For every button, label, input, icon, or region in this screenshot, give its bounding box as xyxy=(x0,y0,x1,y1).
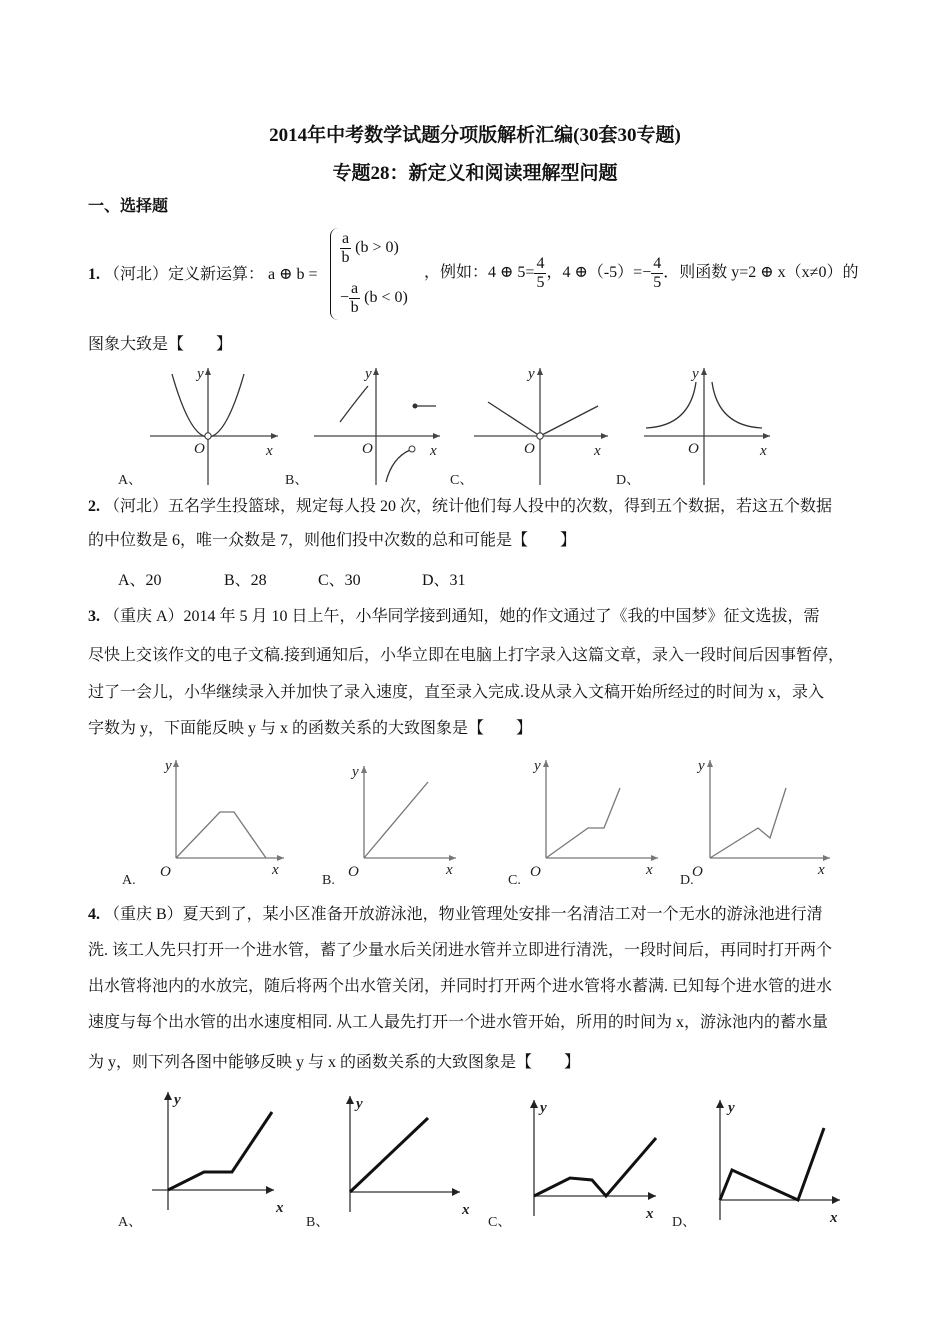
q1b-curve-right xyxy=(386,450,410,482)
q4-graph-b xyxy=(306,1096,470,1230)
q3d-x-label: x xyxy=(818,862,825,878)
q1c-ray-left xyxy=(488,402,540,436)
q1a-y-arrow-icon xyxy=(205,368,211,375)
q1-graph-d xyxy=(616,366,770,488)
q4a-x-arrow-icon xyxy=(266,1186,274,1194)
q3-line1 xyxy=(88,606,820,628)
q1c-option-label: C、 xyxy=(450,473,474,488)
q1c-open-point xyxy=(537,433,543,439)
q1c-x-label: x xyxy=(594,443,601,459)
q1-graph-a xyxy=(118,366,278,488)
q1d-y-label: y xyxy=(692,366,699,382)
q3d-origin-label: O xyxy=(692,864,703,880)
q4b-x-arrow-icon xyxy=(452,1188,460,1196)
q3-graph-b xyxy=(322,764,456,888)
q4d-y-arrow-icon xyxy=(716,1100,724,1108)
q3a-x-arrow-icon xyxy=(277,855,284,861)
q4a-y-label: y xyxy=(174,1092,181,1108)
q3b-origin-label: O xyxy=(348,864,359,880)
q4-line5: 为 y，则下列各图中能够反映 y 与 x 的函数关系的大致图象是【 】 xyxy=(88,1054,581,1071)
q4c-curve xyxy=(534,1138,656,1196)
q3-graph-a xyxy=(122,758,284,888)
q4c-y-arrow-icon xyxy=(530,1100,538,1108)
q4-graph-c xyxy=(488,1100,656,1230)
q1d-origin-label: O xyxy=(688,441,699,457)
q3b-x-label: x xyxy=(446,862,453,878)
q1b-closed-point xyxy=(413,404,418,409)
q1-examples xyxy=(424,255,858,292)
q1a-x-label: x xyxy=(266,443,273,459)
q3c-origin-label: O xyxy=(530,864,541,880)
q1-case2-sign: − xyxy=(340,289,350,307)
q1c-ray-right xyxy=(540,406,598,436)
q1-case1-num: a xyxy=(342,230,350,247)
q3-line2: 尽快上交该作文的电子文稿.接到通知后，小华立即在电脑上打字录入这篇文章，录入一段时间后因事暂停， xyxy=(88,647,845,664)
q1-example-mid: ，4 ⊕（-5）= xyxy=(546,264,643,282)
q1-case1 xyxy=(340,230,399,267)
q3b-y-arrow-icon xyxy=(361,766,367,773)
q3a-y-arrow-icon xyxy=(173,760,179,767)
q4a-option-label: A、 xyxy=(118,1215,143,1230)
q3b-curve xyxy=(364,782,428,858)
q4b-curve xyxy=(350,1118,428,1192)
q2-line1-text: （河北）五名学生投篮球，规定每人投 20 次，统计他们每人投中的次数，得到五个数据，若这五个数据 xyxy=(104,498,833,515)
q2-line1 xyxy=(88,496,832,518)
q4-line2: 洗. 该工人先只打开一个进水管，蓄了少量水后关闭进水管并立即进行清洗，一段时间后，再同时打开两个 xyxy=(88,942,833,959)
q4-line4: 速度与每个出水管的出水速度相同. 从工人最先打开一个进水管开始，所用的时间为 x，游泳池内的蓄水量 xyxy=(88,1014,829,1031)
q3a-option-label: A. xyxy=(122,873,136,888)
q1a-x-arrow-icon xyxy=(271,433,278,439)
q1-ex2-num: 4 xyxy=(653,255,662,272)
q1b-x-arrow-icon xyxy=(433,433,440,439)
q1d-option-label: D、 xyxy=(616,473,641,488)
q1b-x-label: x xyxy=(430,443,437,459)
q2-option-a: A、20 xyxy=(118,572,162,589)
q3-line3: 过了一会儿，小华继续录入并加快了录入速度，直至录入完成.设从录入文稿开始所经过的时间为 x，录入 xyxy=(88,684,825,701)
q1-case1-cond: (b > 0) xyxy=(355,239,399,257)
q1b-curve-left xyxy=(340,386,368,422)
q1b-open-point xyxy=(409,446,415,452)
document-subtitle: 专题28：新定义和阅读理解型问题 xyxy=(332,163,618,184)
q1d-curve-right xyxy=(712,382,762,428)
q4-line1-text: （重庆 B）夏天到了，某小区准备开放游泳池，物业管理处安排一名清洁工对一个无水的游泳池进行清 xyxy=(104,906,823,923)
q1-case2-cond: (b < 0) xyxy=(364,289,408,307)
q3d-y-arrow-icon xyxy=(707,760,713,767)
q2-number: 2. xyxy=(88,498,100,515)
q4-number: 4. xyxy=(88,906,100,923)
q1-case2-num: a xyxy=(351,280,359,297)
q1-number: 1. xyxy=(88,266,100,283)
q3c-x-arrow-icon xyxy=(651,855,658,861)
q1c-x-arrow-icon xyxy=(601,433,608,439)
q1a-option-label: A、 xyxy=(118,473,143,488)
q1-graph-b xyxy=(285,366,440,488)
q1b-y-label: y xyxy=(365,366,372,382)
q3d-x-arrow-icon xyxy=(823,855,830,861)
q3-line1-text: （重庆 A）2014 年 5 月 10 日上午，小华同学接到通知，她的作文通过了《我的中国梦》征文选拔，需 xyxy=(104,608,820,625)
q4d-x-arrow-icon xyxy=(832,1196,840,1204)
q1-ex1-den: 5 xyxy=(536,274,545,291)
q3a-curve xyxy=(176,812,266,858)
q3-graphs xyxy=(110,752,840,892)
section-heading: 一、选择题 xyxy=(88,198,169,215)
q3-graph-d xyxy=(680,758,830,888)
q1-example-intro: ，例如：4 ⊕ 5= xyxy=(424,264,535,282)
q4c-y-label: y xyxy=(540,1100,547,1116)
q4-graph-a xyxy=(118,1092,284,1230)
q4b-y-label: y xyxy=(356,1096,363,1112)
q2-option-b: B、28 xyxy=(224,572,267,589)
q4-line3: 出水管将池内的水放完，随后将两个出水管关闭，并同时打开两个进水管将水蓄满. 已知每个进水管的进水 xyxy=(88,978,833,995)
q4-line1 xyxy=(88,904,823,926)
q1d-x-label: x xyxy=(760,443,767,459)
q3c-y-arrow-icon xyxy=(543,760,549,767)
q4d-curve xyxy=(720,1128,824,1200)
q1d-y-arrow-icon xyxy=(701,368,707,375)
q4d-x-label: x xyxy=(830,1210,838,1226)
q1a-origin-label: O xyxy=(194,441,205,457)
q1d-curve-left xyxy=(646,382,696,428)
q1a-open-point xyxy=(205,433,211,439)
q1b-y-arrow-icon xyxy=(373,368,379,375)
q2-line2: 的中位数是 6，唯一众数是 7，则他们投中次数的总和可能是【 】 xyxy=(88,532,577,549)
q1-formula-lhs: a ⊕ b = xyxy=(268,266,318,283)
q4c-option-label: C、 xyxy=(488,1215,512,1230)
q4b-y-arrow-icon xyxy=(346,1096,354,1104)
q3d-y-label: y xyxy=(698,758,705,774)
q3b-y-label: y xyxy=(352,764,359,780)
q1-ex1-num: 4 xyxy=(536,255,545,272)
q3c-y-label: y xyxy=(534,758,541,774)
q1-case2 xyxy=(340,280,408,317)
q4d-y-label: y xyxy=(728,1100,735,1116)
q4a-curve xyxy=(168,1112,272,1190)
q1-line2: 图象大致是【 】 xyxy=(88,336,233,353)
q3d-option-label: D. xyxy=(680,873,694,888)
q1-ex2-den: 5 xyxy=(653,274,662,291)
q4d-option-label: D、 xyxy=(672,1215,697,1230)
q1-intro: （河北）定义新运算： xyxy=(104,266,265,283)
q3a-y-label: y xyxy=(165,758,172,774)
q1-graphs xyxy=(100,360,880,490)
q1c-y-arrow-icon xyxy=(537,368,543,375)
q1c-y-label: y xyxy=(528,366,535,382)
q4a-x-label: x xyxy=(276,1200,284,1216)
q4b-x-label: x xyxy=(462,1202,470,1218)
q2-option-d: D、31 xyxy=(422,572,466,589)
q1-case2-den: b xyxy=(350,299,359,316)
q1b-origin-label: O xyxy=(362,441,373,457)
q3-graph-c xyxy=(508,758,658,888)
q3d-curve xyxy=(710,788,786,858)
q1-graph-c xyxy=(450,366,608,488)
q1-ex2-sign: − xyxy=(642,264,652,282)
q3a-origin-label: O xyxy=(160,864,171,880)
q2-option-c: C、30 xyxy=(318,572,361,589)
q1-text-after: ．则函数 y=2 ⊕ x（x≠0）的 xyxy=(663,264,859,282)
document-title: 2014年中考数学试题分项版解析汇编(30套30专题) xyxy=(269,125,681,146)
q4-graph-d xyxy=(672,1100,840,1230)
q1a-y-label: y xyxy=(197,366,204,382)
q3c-curve xyxy=(546,788,620,858)
q3c-option-label: C. xyxy=(508,873,521,888)
q4c-x-arrow-icon xyxy=(648,1192,656,1200)
q3c-x-label: x xyxy=(646,862,653,878)
q3-number: 3. xyxy=(88,608,100,625)
q1b-option-label: B、 xyxy=(285,473,309,488)
q3-line4: 字数为 y，下面能反映 y 与 x 的函数关系的大致图象是【 】 xyxy=(88,720,533,737)
q3a-x-label: x xyxy=(272,862,279,878)
q4a-y-arrow-icon xyxy=(164,1092,172,1100)
q1c-origin-label: O xyxy=(524,441,535,457)
q4-graphs xyxy=(110,1086,850,1236)
q1-text xyxy=(88,264,318,286)
q3b-x-arrow-icon xyxy=(449,855,456,861)
q3b-option-label: B. xyxy=(322,873,335,888)
q1d-x-arrow-icon xyxy=(763,433,770,439)
q1-case1-den: b xyxy=(341,249,350,266)
q4c-x-label: x xyxy=(646,1206,654,1222)
q4b-option-label: B、 xyxy=(306,1215,330,1230)
